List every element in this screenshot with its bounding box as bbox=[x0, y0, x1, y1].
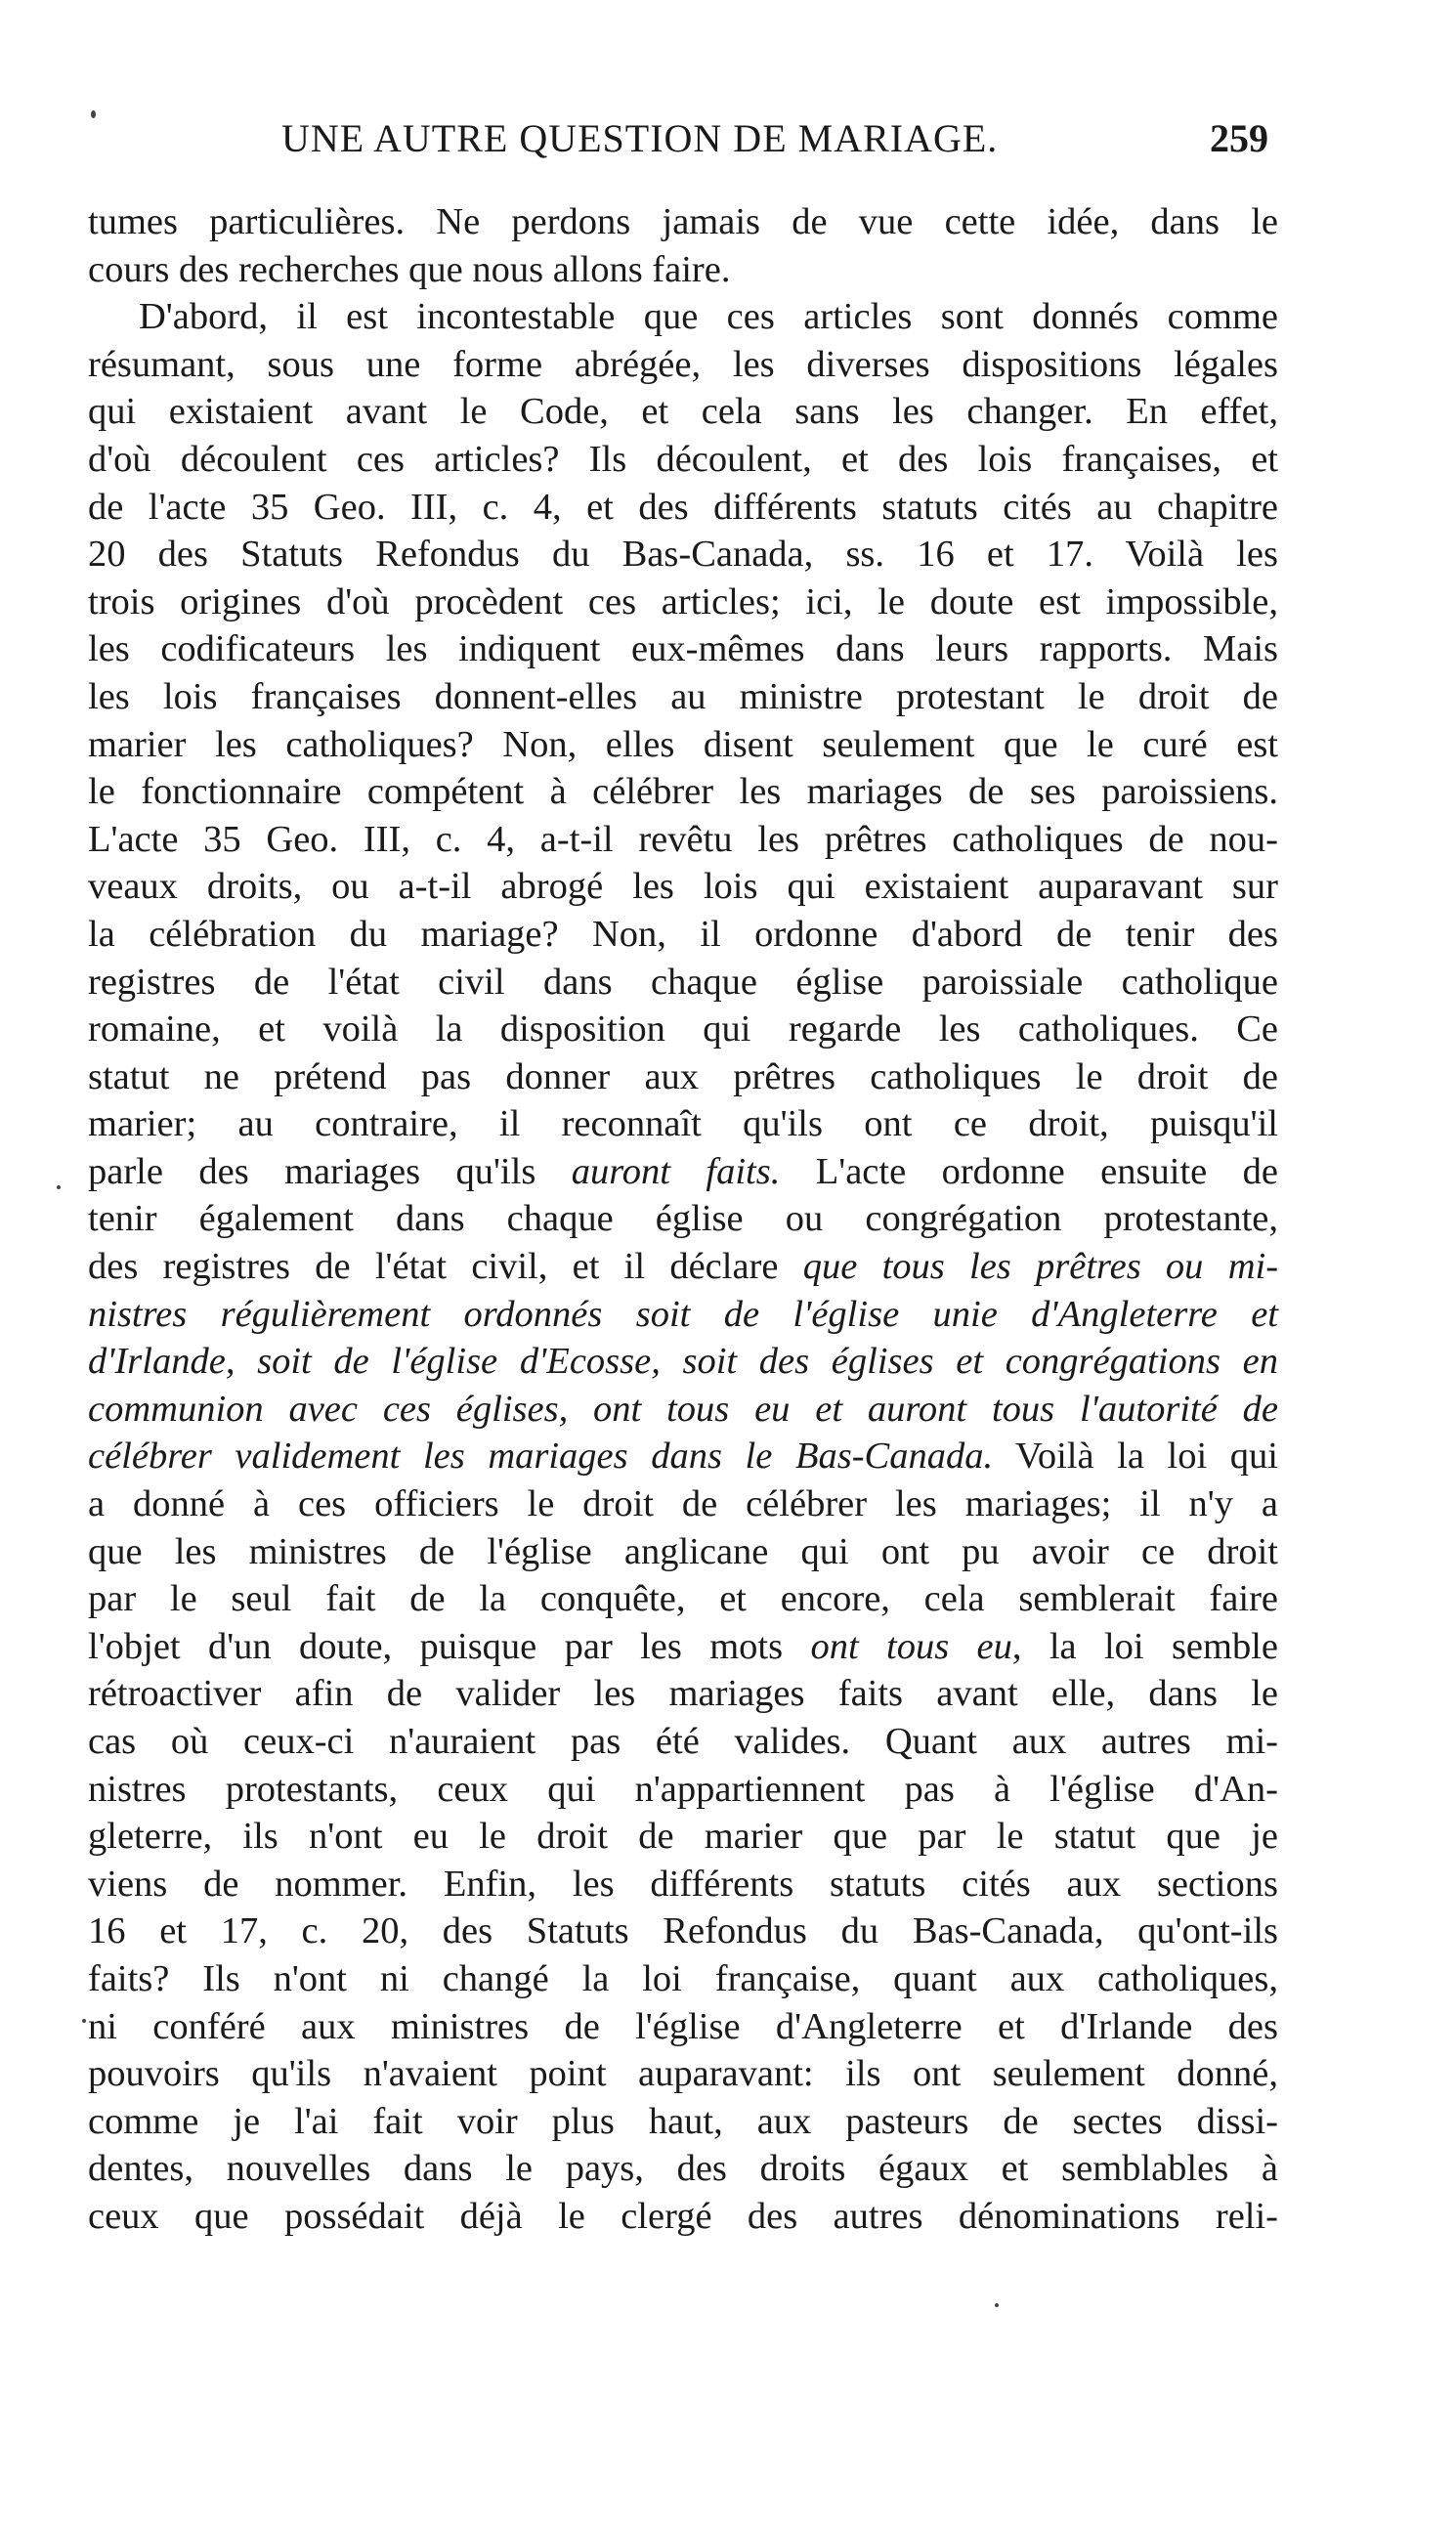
text-segment: ceux que possédait déjà le clergé des autres dénominations reli- bbox=[88, 2195, 1278, 2237]
text-segment: pouvoirs qu'ils n'avaient point auparavant: ils ont seulement donné, bbox=[88, 2053, 1278, 2095]
text-line bbox=[88, 293, 1278, 341]
text-segment: que les ministres de l'église anglicane qui ont pu avoir ce droit bbox=[88, 1530, 1278, 1572]
text-segment: L'acte 35 Geo. III, c. 4, a-t-il revêtu les prêtres catholiques de nou- bbox=[88, 818, 1278, 860]
text-line bbox=[88, 1623, 1278, 1671]
body-text bbox=[88, 198, 1278, 2241]
text-line bbox=[88, 2193, 1278, 2241]
text-line bbox=[88, 1907, 1278, 1955]
text-line bbox=[88, 1148, 1278, 1196]
page-header bbox=[281, 115, 1268, 174]
text-segment: romaine, et voilà la disposition qui regarde les catholiques. Ce bbox=[88, 1008, 1278, 1050]
text-line bbox=[88, 388, 1278, 436]
text-line bbox=[88, 1386, 1278, 1434]
text-segment: nistres protestants, ceux qui n'appartiennent pas à l'église d'An- bbox=[88, 1768, 1278, 1810]
running-title: UNE AUTRE QUESTION DE MARIAGE. bbox=[281, 116, 999, 160]
text-line bbox=[88, 2050, 1278, 2098]
text-segment: D'abord, il est incontestable que ces articles sont donnés comme bbox=[139, 296, 1278, 338]
text-segment: d'où découlent ces articles? Ils découlent, et des lois françaises, et bbox=[88, 438, 1278, 480]
text-line bbox=[88, 531, 1278, 579]
text-segment: registres de l'état civil dans chaque église paroissiale catholique bbox=[88, 961, 1278, 1003]
text-segment: 16 et 17, c. 20, des Statuts Refondus du Bas-Canada, qu'ont-ils bbox=[88, 1910, 1278, 1952]
text-segment: ni conféré aux ministres de l'église d'Angleterre et d'Irlande des bbox=[88, 2005, 1278, 2047]
text-segment: le fonctionnaire compétent à célébrer les mariages de ses paroissiens. bbox=[88, 771, 1278, 813]
text-segment: gleterre, ils n'ont eu le droit de marier que par le statut que je bbox=[88, 1816, 1278, 1858]
text-line bbox=[88, 341, 1278, 389]
text-line bbox=[88, 1100, 1278, 1148]
text-line bbox=[88, 436, 1278, 484]
text-line bbox=[88, 816, 1278, 864]
text-line bbox=[88, 1861, 1278, 1908]
text-segment: Voilà la loi qui bbox=[993, 1436, 1278, 1478]
text-line bbox=[88, 1243, 1278, 1291]
text-segment: L'acte ordonne ensuite de bbox=[780, 1150, 1278, 1192]
text-segment: cas où ceux-ci n'auraient pas été valides. Quant aux autres mi- bbox=[88, 1721, 1278, 1762]
print-speck bbox=[995, 2303, 999, 2307]
text-segment: rétroactiver afin de valider les mariages faits avant elle, dans le bbox=[88, 1673, 1278, 1715]
italic-text-segment: que tous les prêtres ou mi- bbox=[802, 1246, 1279, 1288]
text-line bbox=[88, 1575, 1278, 1623]
text-segment: faits? Ils n'ont ni changé la loi française, quant aux catholiques, bbox=[88, 1957, 1278, 1999]
text-line bbox=[88, 1480, 1278, 1528]
text-line bbox=[88, 1053, 1278, 1101]
italic-text-segment: auront faits. bbox=[571, 1150, 781, 1192]
text-segment: l'objet d'un doute, puisque par les mots bbox=[88, 1625, 811, 1667]
print-speck bbox=[57, 1185, 61, 1189]
text-segment: statut ne prétend pas donner aux prêtres catholiques le droit de bbox=[88, 1055, 1278, 1097]
text-line bbox=[88, 1291, 1278, 1339]
text-line bbox=[88, 246, 1278, 294]
italic-text-segment: ont tous eu bbox=[810, 1625, 1012, 1667]
text-line bbox=[88, 959, 1278, 1007]
text-segment: des registres de l'état civil, et il déclare bbox=[88, 1246, 803, 1288]
text-segment: 20 des Statuts Refondus du Bas-Canada, ss. 16 et 17. Voilà les bbox=[88, 534, 1278, 576]
text-line bbox=[88, 863, 1278, 911]
text-segment: qui existaient avant le Code, et cela sans les changer. En effet, bbox=[88, 391, 1278, 433]
text-segment: a donné à ces officiers le droit de célébrer les mariages; il n'y a bbox=[88, 1483, 1278, 1525]
text-line bbox=[88, 1338, 1278, 1386]
print-speck bbox=[82, 2019, 86, 2023]
text-segment: la célébration du mariage? Non, il ordonne d'abord de tenir des bbox=[88, 913, 1278, 955]
text-segment: marier les catholiques? Non, elles disent seulement que le curé est bbox=[88, 723, 1278, 765]
italic-text-segment: d'Irlande, soit de l'église d'Ecosse, soit des églises et congrégations en bbox=[88, 1341, 1278, 1383]
text-segment: parle des mariages qu'ils bbox=[88, 1150, 572, 1192]
text-line bbox=[88, 721, 1278, 769]
text-segment: tumes particulières. Ne perdons jamais de vue cette idée, dans le bbox=[88, 201, 1278, 242]
text-line bbox=[88, 1528, 1278, 1576]
text-line bbox=[88, 1006, 1278, 1053]
text-line bbox=[88, 1195, 1278, 1243]
text-line bbox=[88, 1813, 1278, 1861]
text-line bbox=[88, 911, 1278, 959]
text-line bbox=[88, 579, 1278, 626]
text-segment: marier; au contraire, il reconnaît qu'ils ont ce droit, puisqu'il bbox=[88, 1103, 1278, 1145]
text-line bbox=[88, 2098, 1278, 2146]
text-line bbox=[88, 1670, 1278, 1718]
text-line bbox=[88, 1718, 1278, 1766]
text-line bbox=[88, 2003, 1278, 2051]
page-number: 259 bbox=[1210, 116, 1268, 160]
italic-text-segment: communion avec ces églises, ont tous eu et auront tous l'autorité de bbox=[88, 1388, 1278, 1430]
text-line bbox=[88, 484, 1278, 532]
text-line bbox=[88, 198, 1278, 246]
text-segment: veaux droits, ou a-t-il abrogé les lois qui existaient auparavant sur bbox=[88, 866, 1278, 908]
text-segment: les lois françaises donnent-elles au ministre protestant le droit de bbox=[88, 675, 1278, 717]
text-segment: les codificateurs les indiquent eux-mêmes dans leurs rapports. Mais bbox=[88, 628, 1278, 670]
text-segment: comme je l'ai fait voir plus haut, aux pasteurs de sectes dissi- bbox=[88, 2100, 1278, 2142]
text-segment: trois origines d'où procèdent ces articles; ici, le doute est impossible, bbox=[88, 580, 1278, 622]
text-segment: de l'acte 35 Geo. III, c. 4, et des différents statuts cités au chapitre bbox=[88, 486, 1278, 528]
print-speck bbox=[91, 110, 96, 118]
italic-text-segment: nistres régulièrement ordonnés soit de l'église unie d'Angleterre et bbox=[88, 1293, 1278, 1335]
text-line bbox=[88, 768, 1278, 816]
text-segment: par le seul fait de la conquête, et encore, cela semblerait faire bbox=[88, 1578, 1278, 1620]
text-line bbox=[88, 2145, 1278, 2193]
text-segment: viens de nommer. Enfin, les différents statuts cités aux sections bbox=[88, 1863, 1278, 1905]
text-line bbox=[88, 1766, 1278, 1814]
text-line bbox=[88, 1955, 1278, 2003]
text-segment: dentes, nouvelles dans le pays, des droits égaux et semblables à bbox=[88, 2148, 1278, 2190]
text-line bbox=[88, 625, 1278, 673]
italic-text-segment: célébrer validement les mariages dans le Bas-Canada. bbox=[88, 1436, 994, 1478]
text-segment: cours des recherches que nous allons faire. bbox=[88, 248, 731, 290]
text-line bbox=[88, 1433, 1278, 1480]
text-segment: résumant, sous une forme abrégée, les diverses dispositions légales bbox=[88, 343, 1278, 385]
text-line bbox=[88, 673, 1278, 721]
text-segment: tenir également dans chaque église ou congrégation protestante, bbox=[88, 1198, 1278, 1240]
text-segment: , la loi semble bbox=[1011, 1625, 1278, 1667]
